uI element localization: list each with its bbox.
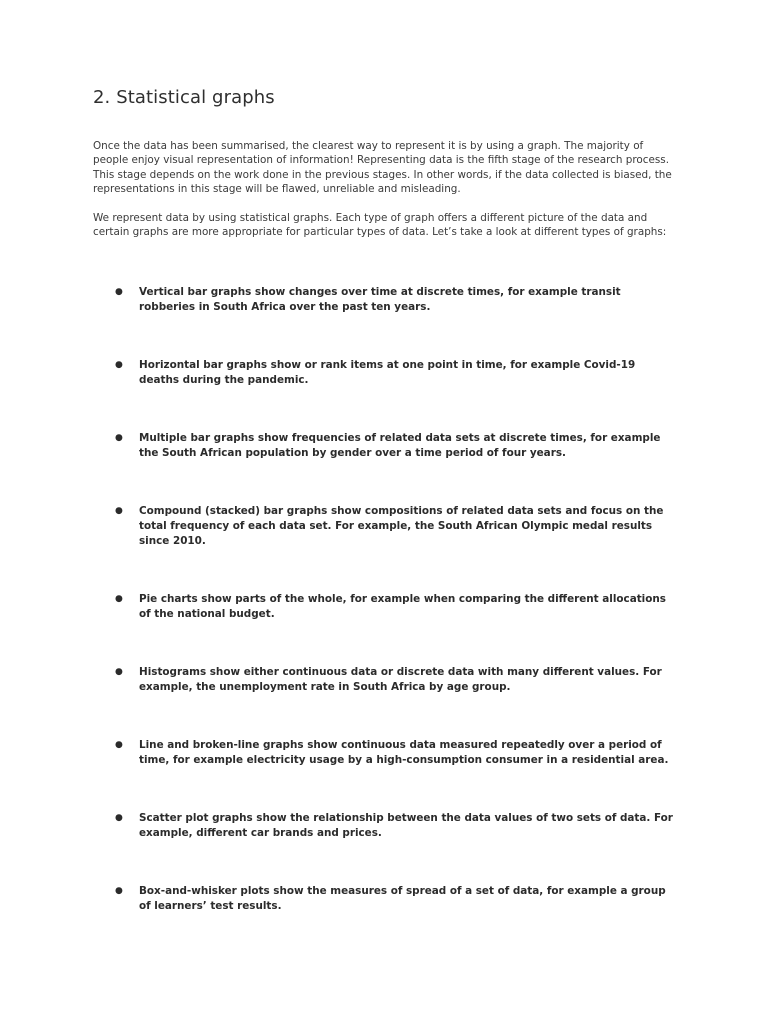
list-item-text: Compound (stacked) bar graphs show compositions of related data sets and focus on the total frequency of each data set. For example, the South African Olympic medal results since 2010. <box>139 505 664 548</box>
intro-paragraph: Once the data has been summarised, the clearest way to represent it is by using a graph. The majority of people enjoy visual representation of information! Representing data is the fifth stage of the research process. This stage depends on the work done in the previous stages. In other words, if the data collected is biased, the representations in this stage will be flawed, unreliable and misleading. <box>93 140 672 196</box>
bullet-icon: ● <box>115 287 123 298</box>
bullet-icon: ● <box>115 813 123 824</box>
graphs-intro-paragraph: We represent data by using statistical graphs. Each type of graph offers a different picture of the data and certain graphs are more appropriate for particular types of data. Let’s take a look at different types of graphs: <box>93 211 667 239</box>
bullet-icon: ● <box>115 360 123 371</box>
list-item <box>93 665 676 695</box>
bullet-icon: ● <box>115 594 123 605</box>
list-item-text: Histograms show either continuous data or discrete data with many different values. For example, the unemployment rate in South Africa by age group. <box>139 666 662 694</box>
list-item-text: Vertical bar graphs show changes over time at discrete times, for example transit robberies in South Africa over the past ten years. <box>139 286 621 314</box>
list-item <box>93 285 676 315</box>
section-title: 2. Statistical graphs <box>93 87 275 108</box>
list-item <box>93 811 676 841</box>
list-item-text: Scatter plot graphs show the relationship between the data values of two sets of data. For example, different car brands and prices. <box>139 812 673 840</box>
graph-types-list <box>93 285 676 914</box>
bullet-icon: ● <box>115 506 123 517</box>
list-item <box>93 431 676 461</box>
bullet-icon: ● <box>115 667 123 678</box>
list-item <box>93 592 676 622</box>
list-item <box>93 738 676 768</box>
list-item-text: Line and broken-line graphs show continuous data measured repeatedly over a period of time, for example electricity usage by a high-consumption consumer in a residential area. <box>139 739 669 767</box>
list-item <box>93 358 676 388</box>
bullet-icon: ● <box>115 740 123 751</box>
list-item-text: Multiple bar graphs show frequencies of related data sets at discrete times, for example the South African population by gender over a time period of four years. <box>139 432 661 460</box>
bullet-icon: ● <box>115 886 123 897</box>
list-item-text: Pie charts show parts of the whole, for example when comparing the different allocations of the national budget. <box>139 593 666 621</box>
list-item <box>93 884 676 914</box>
list-item <box>93 504 676 549</box>
bullet-icon: ● <box>115 433 123 444</box>
list-item-text: Box-and-whisker plots show the measures of spread of a set of data, for example a group of learners’ test results. <box>139 885 666 913</box>
list-item-text: Horizontal bar graphs show or rank items at one point in time, for example Covid-19 deaths during the pandemic. <box>139 359 636 387</box>
